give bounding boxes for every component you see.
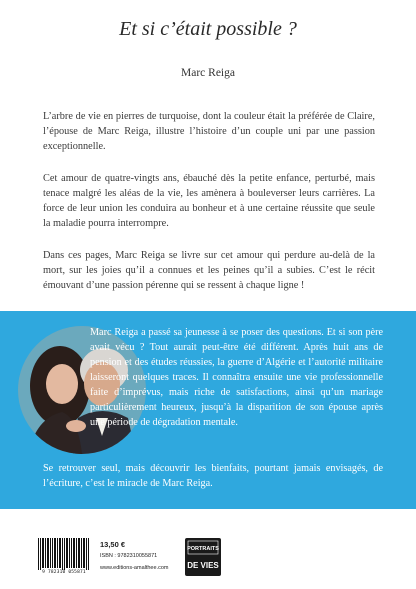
barcode-bars-icon (36, 537, 92, 571)
summary-paragraph: Dans ces pages, Marc Reiga se livre sur cet amour qui perdure au-delà de la mort, sur les joies qu’il a connues et les peines qu’il a subies. C’est le récit émouvant d’une passion pérenne qui se ressent à chaque ligne ! (43, 250, 375, 291)
logo-line2: DE VIES (187, 561, 219, 570)
website: www.editions-amalthee.com (100, 565, 169, 571)
author-name: Marc Reiga (181, 67, 235, 79)
price: 13,50 € (100, 540, 126, 549)
logo-line1: PORTRAITS (187, 546, 219, 552)
bio-paragraph: Marc Reiga a passé sa jeunesse à se poser des questions. Et si son père avait vécu ? Tout aurait peut-être été différent. Après huit ans de pension et des études réussies, la guerre d’Algérie et l’autorité militaire laisseront quelques traces. Il connaîtra ensuite une vie professionnelle faite d’imprévus, mais riche de satisfactions, ainsi qu’un mariage particulièrement heureux, jusqu’à la disparition de son épouse après une période de dégradation mentale. (90, 327, 383, 428)
book-title: Et si c’était possible ? (119, 18, 297, 40)
collection-logo (185, 538, 221, 576)
isbn: ISBN : 9782310055871 (100, 553, 158, 559)
summary-paragraph: Cet amour de quatre-vingts ans, ébauché dès la petite enfance, perturbé, mais tenace malgré les aléas de la vie, les amènera à bouleverser leurs carrières. La force de leur union les conduira au bonheur et à une certaine réussite que seule la maladie pourra interrompre. (43, 173, 375, 229)
summary-paragraph: L’arbre de vie en pierres de turquoise, dont la couleur était la préférée de Claire, l’épouse de Marc Reiga, illustre l’histoire d’un couple uni par une passion exceptionnelle. (43, 111, 375, 152)
bio-paragraph: Se retrouver seul, mais découvrir les bienfaits, pourtant jamais envisagés, de l’écriture, c’est le miracle de Marc Reiga. (43, 463, 383, 489)
barcode-digits: 9 782310 055871 (42, 570, 86, 575)
barcode (36, 537, 92, 577)
